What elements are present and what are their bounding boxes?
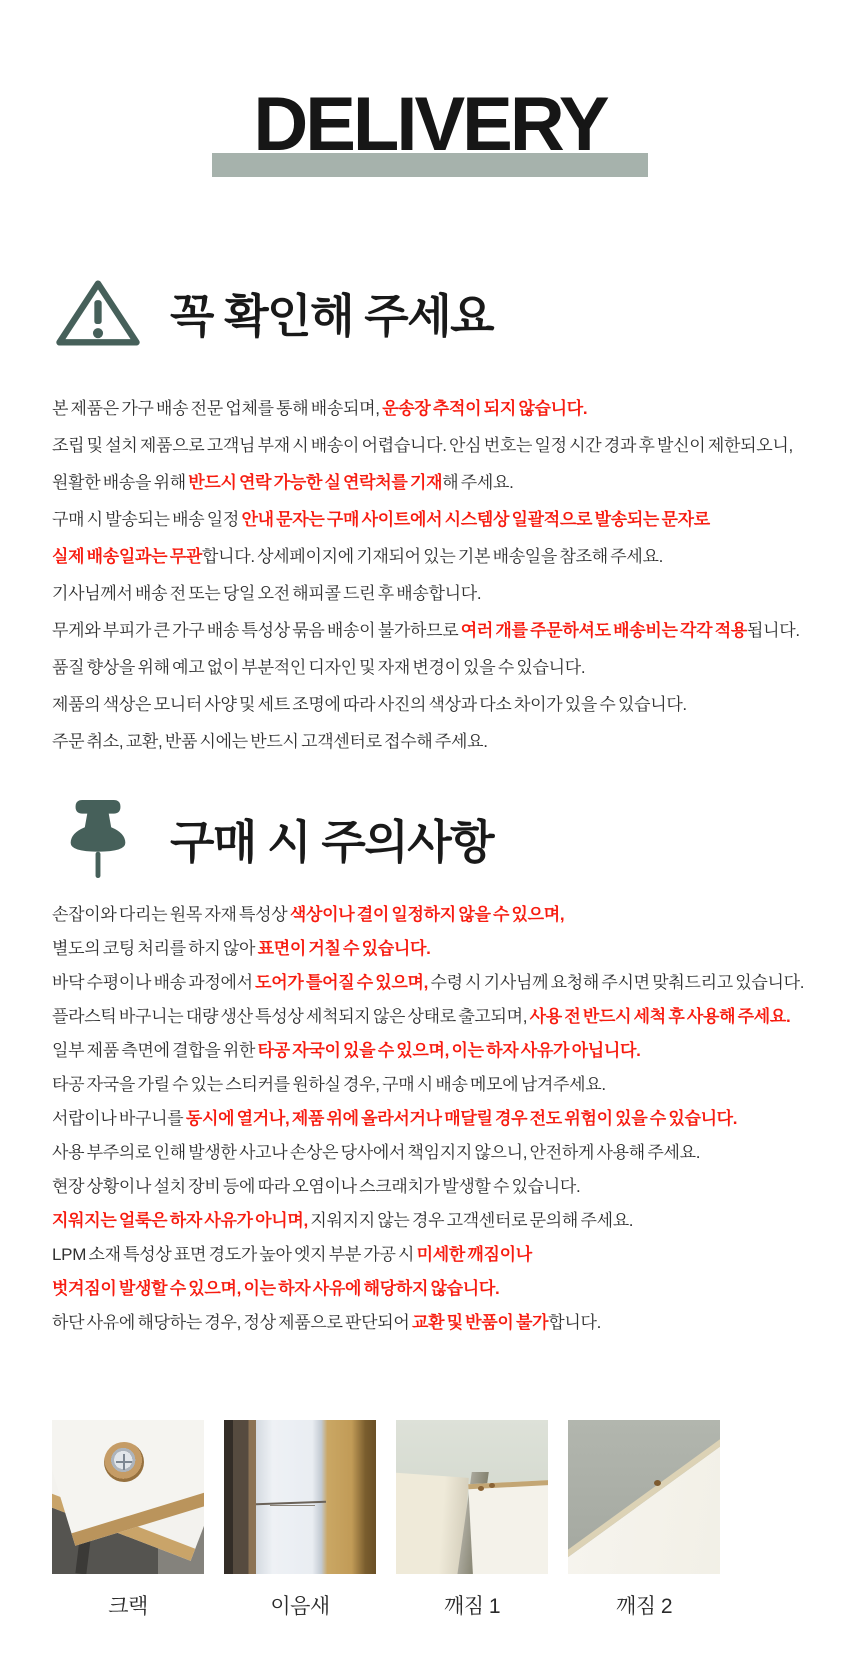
page-title-block <box>210 82 650 167</box>
body-text-line: 바닥 수평이나 배송 과정에서 도어가 틀어질 수 있으며, 수령 시 기사님께 요청해 주시면 맞춰드리고 있습니다. <box>52 973 805 992</box>
body-text-line: 벗겨짐이 발생할 수 있으며, 이는 하자 사유에 해당하지 않습니다. <box>52 1279 500 1298</box>
body-text-line: LPM 소재 특성상 표면 경도가 높아 엣지 부분 가공 시 미세한 깨짐이나 <box>52 1245 532 1264</box>
caution-heading-text: 구매 시 주의사항 <box>170 816 494 868</box>
body-text-line: 본 제품은 가구 배송 전문 업체를 통해 배송되며, 운송장 추적이 되지 않습니다. <box>52 399 588 418</box>
body-text-line: 원활한 배송을 위해 반드시 연락 가능한 실 연락처를 기재해 주세요. <box>52 473 514 492</box>
chip1-photo-image <box>396 1420 548 1574</box>
body-text-line: 기사님께서 배송 전 또는 당일 오전 해피콜 드린 후 배송합니다. <box>52 584 482 603</box>
body-text-line: 일부 제품 측면에 결합을 위한 타공 자국이 있을 수 있으며, 이는 하자 사유가 아닙니다. <box>52 1041 641 1060</box>
body-text-line: 지워지는 얼룩은 하자 사유가 아니며, 지워지지 않는 경우 고객센터로 문의해 주세요. <box>52 1211 634 1230</box>
body-text-line: 무게와 부피가 큰 가구 배송 특성상 묶음 배송이 불가하므로 여러 개를 주문하셔도 배송비는 각각 적용됩니다. <box>52 621 800 640</box>
photo-caption-crack: 크랙 <box>108 1595 148 1618</box>
chip2-photo-image <box>568 1420 720 1574</box>
photo-chip-1 <box>396 1420 548 1620</box>
photo-chip-2 <box>568 1420 720 1620</box>
body-text-line: 서랍이나 바구니를 동시에 열거나, 제품 위에 올라서거나 매달릴 경우 전도 위험이 있을 수 있습니다. <box>52 1109 738 1128</box>
photo-seam <box>224 1420 376 1620</box>
body-text-line: 조립 및 설치 제품으로 고객님 부재 시 배송이 어렵습니다. 안심 번호는 일정 시간 경과 후 발신이 제한되오니, <box>52 436 793 455</box>
body-text-line: 하단 사유에 해당하는 경우, 정상 제품으로 판단되어 교환 및 반품이 불가합니다. <box>52 1313 601 1332</box>
photo-caption-chip-1: 깨짐 1 <box>443 1595 501 1618</box>
notice-section-heading <box>52 274 860 352</box>
seam-photo-image <box>224 1420 376 1574</box>
photo-caption-seam: 이음새 <box>270 1595 330 1618</box>
body-text-line: 주문 취소, 교환, 반품 시에는 반드시 고객센터로 접수해 주세요. <box>52 732 488 751</box>
photo-crack <box>52 1420 204 1620</box>
defect-photo-strip <box>52 1420 860 1620</box>
body-text-line: 실제 배송일과는 무관합니다. 상세페이지에 기재되어 있는 기본 배송일을 참조해 주세요. <box>52 547 664 566</box>
page-title: DELIVERY <box>253 82 607 167</box>
notice-body <box>52 390 850 760</box>
body-text-line: 별도의 코팅 처리를 하지 않아 표면이 거칠 수 있습니다. <box>52 939 431 958</box>
photo-caption-chip-2: 깨짐 2 <box>615 1595 673 1618</box>
body-text-line: 플라스틱 바구니는 대량 생산 특성상 세척되지 않은 상태로 출고되며, 사용 전 반드시 세척 후 사용해 주세요. <box>52 1007 791 1026</box>
caution-body <box>52 898 850 1340</box>
body-text-line: 품질 향상을 위해 예고 없이 부분적인 디자인 및 자재 변경이 있을 수 있습니다. <box>52 658 586 677</box>
pushpin-icon <box>52 798 144 880</box>
body-text-line: 타공 자국을 가릴 수 있는 스티커를 원하실 경우, 구매 시 배송 메모에 남겨주세요. <box>52 1075 606 1094</box>
body-text-line: 구매 시 발송되는 배송 일정 안내 문자는 구매 사이트에서 시스템상 일괄적으로 발송되는 문자로 <box>52 510 710 529</box>
body-text-line: 제품의 색상은 모니터 사양 및 세트 조명에 따라 사진의 색상과 다소 차이가 있을 수 있습니다. <box>52 695 687 714</box>
notice-heading-text: 꼭 확인해 주세요 <box>170 290 494 342</box>
body-text-line: 손잡이와 다리는 원목 자재 특성상 색상이나 결이 일정하지 않을 수 있으며, <box>52 905 565 924</box>
crack-photo-image <box>52 1420 204 1574</box>
body-text-line: 현장 상황이나 설치 장비 등에 따라 오염이나 스크래치가 발생할 수 있습니다. <box>52 1177 581 1196</box>
body-text-line: 사용 부주의로 인해 발생한 사고나 손상은 당사에서 책임지지 않으니, 안전하게 사용해 주세요. <box>52 1143 701 1162</box>
warning-triangle-icon <box>52 276 144 350</box>
caution-section-heading <box>52 800 860 878</box>
